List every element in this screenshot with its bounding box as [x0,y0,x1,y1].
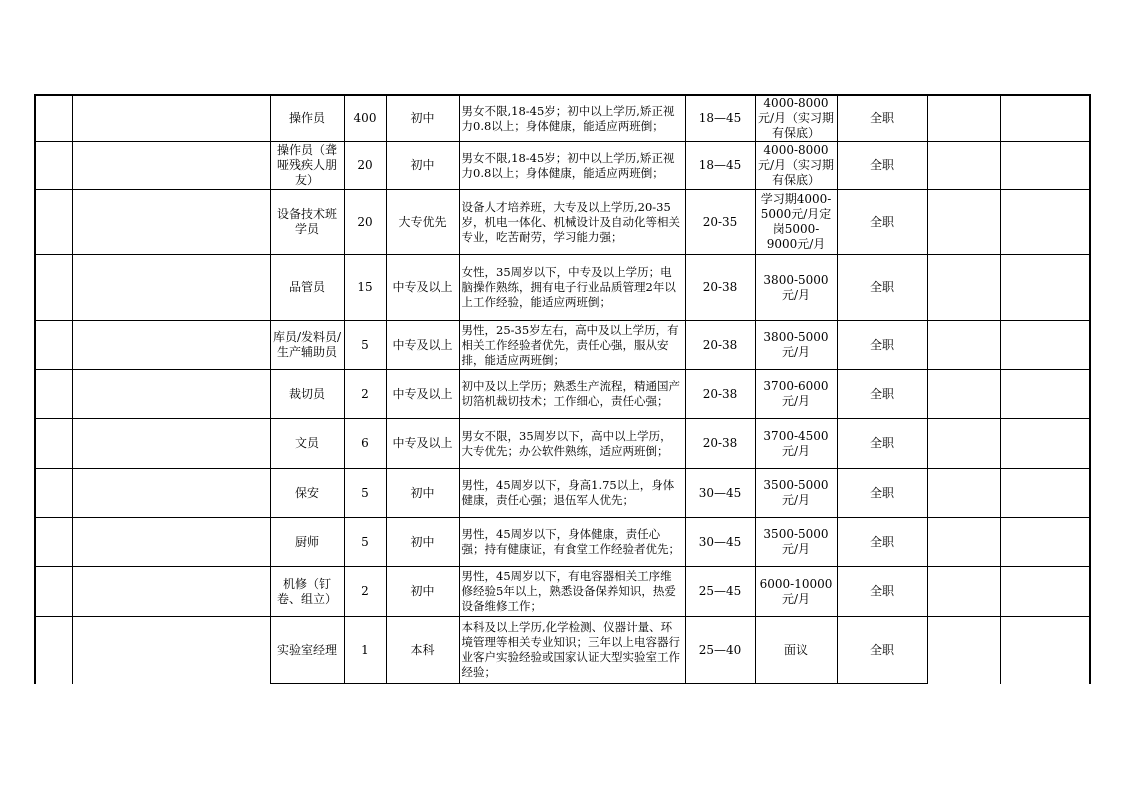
count-cell: 2 [344,567,386,617]
requirements-cell: 女性，35周岁以下，中专及以上学历；电脑操作熟练，拥有电子行业品质管理2年以上工作经验，能适应两班倒； [459,255,685,321]
blank-cell [35,617,72,684]
blank-cell [927,617,1000,684]
requirements-cell: 男性，45周岁以下，有电容器相关工序维修经验5年以上，熟悉设备保养知识，热爱设备维修工作； [459,567,685,617]
blank-cell [1000,190,1090,255]
requirements-cell: 设备人才培养班，大专及以上学历,20-35岁，机电一体化、机械设计及自动化等相关专业，吃苦耐劳，学习能力强； [459,190,685,255]
count-cell: 5 [344,518,386,567]
count-cell: 15 [344,255,386,321]
requirements-cell: 初中及以上学历；熟悉生产流程，精通国产切箔机裁切技术；工作细心，责任心强； [459,370,685,419]
education-cell: 本科 [386,617,459,684]
blank-cell [35,142,72,190]
job-type-cell: 全职 [837,142,927,190]
count-cell: 400 [344,95,386,142]
age-cell: 25—40 [685,617,755,684]
blank-cell [72,567,270,617]
education-cell: 中专及以上 [386,370,459,419]
blank-cell [72,321,270,370]
salary-cell: 3700-6000元/月 [755,370,837,419]
job-type-cell: 全职 [837,190,927,255]
blank-cell [35,370,72,419]
blank-cell [927,567,1000,617]
job-type-cell: 全职 [837,370,927,419]
count-cell: 20 [344,142,386,190]
age-cell: 20-38 [685,370,755,419]
blank-cell [72,469,270,518]
blank-cell [927,370,1000,419]
blank-cell [1000,617,1090,684]
position-cell: 操作员（聋哑残疾人朋友） [270,142,344,190]
blank-cell [1000,142,1090,190]
salary-cell: 学习期4000-5000元/月定岗5000-9000元/月 [755,190,837,255]
salary-cell: 4000-8000元/月（实习期有保底） [755,95,837,142]
education-cell: 中专及以上 [386,321,459,370]
education-cell: 初中 [386,518,459,567]
blank-cell [35,321,72,370]
requirements-cell: 男女不限,18-45岁；初中以上学历,矫正视力0.8以上；身体健康，能适应两班倒； [459,95,685,142]
job-type-cell: 全职 [837,255,927,321]
blank-cell [927,255,1000,321]
blank-cell [927,190,1000,255]
position-cell: 实验室经理 [270,617,344,684]
blank-cell [72,190,270,255]
salary-cell: 3500-5000元/月 [755,518,837,567]
position-cell: 保安 [270,469,344,518]
salary-cell: 6000-10000元/月 [755,567,837,617]
requirements-cell: 男性，45周岁以下，身高1.75以上，身体健康，责任心强；退伍军人优先； [459,469,685,518]
salary-cell: 3700-4500元/月 [755,419,837,469]
position-cell: 操作员 [270,95,344,142]
blank-cell [1000,321,1090,370]
count-cell: 2 [344,370,386,419]
blank-cell [1000,567,1090,617]
salary-cell: 3800-5000元/月 [755,321,837,370]
blank-cell [1000,370,1090,419]
education-cell: 初中 [386,95,459,142]
salary-cell: 3500-5000元/月 [755,469,837,518]
table-row [35,190,1090,255]
blank-cell [35,255,72,321]
education-cell: 初中 [386,142,459,190]
blank-cell [927,95,1000,142]
salary-cell: 3800-5000元/月 [755,255,837,321]
blank-cell [72,419,270,469]
blank-cell [35,469,72,518]
count-cell: 1 [344,617,386,684]
count-cell: 5 [344,321,386,370]
age-cell: 20-35 [685,190,755,255]
age-cell: 20-38 [685,255,755,321]
job-type-cell: 全职 [837,321,927,370]
blank-cell [927,518,1000,567]
table-row [35,567,1090,617]
job-listing-table [34,94,1091,684]
requirements-cell: 本科及以上学历,化学检测、仪器计量、环境管理等相关专业知识；三年以上电容器行业客户实验经验或国家认证大型实验室工作经验； [459,617,685,684]
blank-cell [1000,419,1090,469]
blank-cell [35,190,72,255]
position-cell: 库员/发料员/生产辅助员 [270,321,344,370]
count-cell: 20 [344,190,386,255]
age-cell: 18—45 [685,95,755,142]
count-cell: 5 [344,469,386,518]
salary-cell: 4000-8000元/月（实习期有保底） [755,142,837,190]
requirements-cell: 男女不限，35周岁以下，高中以上学历，大专优先；办公软件熟练，适应两班倒； [459,419,685,469]
education-cell: 初中 [386,567,459,617]
age-cell: 25—45 [685,567,755,617]
education-cell: 中专及以上 [386,419,459,469]
job-type-cell: 全职 [837,419,927,469]
blank-cell [1000,255,1090,321]
age-cell: 20-38 [685,321,755,370]
blank-cell [927,419,1000,469]
age-cell: 20-38 [685,419,755,469]
position-cell: 机修（钉卷、组立） [270,567,344,617]
blank-cell [72,95,270,142]
table-row [35,370,1090,419]
position-cell: 厨师 [270,518,344,567]
position-cell: 裁切员 [270,370,344,419]
position-cell: 文员 [270,419,344,469]
blank-cell [72,518,270,567]
requirements-cell: 男性，25-35岁左右，高中及以上学历，有相关工作经验者优先，责任心强，服从安排，能适应两班倒； [459,321,685,370]
blank-cell [1000,469,1090,518]
blank-cell [927,142,1000,190]
blank-cell [927,469,1000,518]
salary-cell: 面议 [755,617,837,684]
age-cell: 18—45 [685,142,755,190]
blank-cell [927,321,1000,370]
table-row [35,321,1090,370]
table-row [35,518,1090,567]
age-cell: 30—45 [685,469,755,518]
requirements-cell: 男性，45周岁以下，身体健康，责任心强；持有健康证，有食堂工作经验者优先； [459,518,685,567]
blank-cell [1000,95,1090,142]
job-type-cell: 全职 [837,567,927,617]
blank-cell [72,142,270,190]
education-cell: 初中 [386,469,459,518]
blank-cell [35,95,72,142]
blank-cell [72,370,270,419]
table-row [35,95,1090,142]
table-row [35,469,1090,518]
requirements-cell: 男女不限,18-45岁；初中以上学历,矫正视力0.8以上；身体健康，能适应两班倒； [459,142,685,190]
table-row [35,142,1090,190]
blank-cell [35,518,72,567]
table-row [35,419,1090,469]
age-cell: 30—45 [685,518,755,567]
table-row [35,255,1090,321]
blank-cell [1000,518,1090,567]
blank-cell [35,567,72,617]
education-cell: 大专优先 [386,190,459,255]
job-type-cell: 全职 [837,518,927,567]
blank-cell [72,255,270,321]
job-type-cell: 全职 [837,617,927,684]
job-type-cell: 全职 [837,95,927,142]
position-cell: 设备技术班学员 [270,190,344,255]
count-cell: 6 [344,419,386,469]
table-row [35,617,1090,684]
job-type-cell: 全职 [837,469,927,518]
position-cell: 品管员 [270,255,344,321]
blank-cell [72,617,270,684]
education-cell: 中专及以上 [386,255,459,321]
blank-cell [35,419,72,469]
